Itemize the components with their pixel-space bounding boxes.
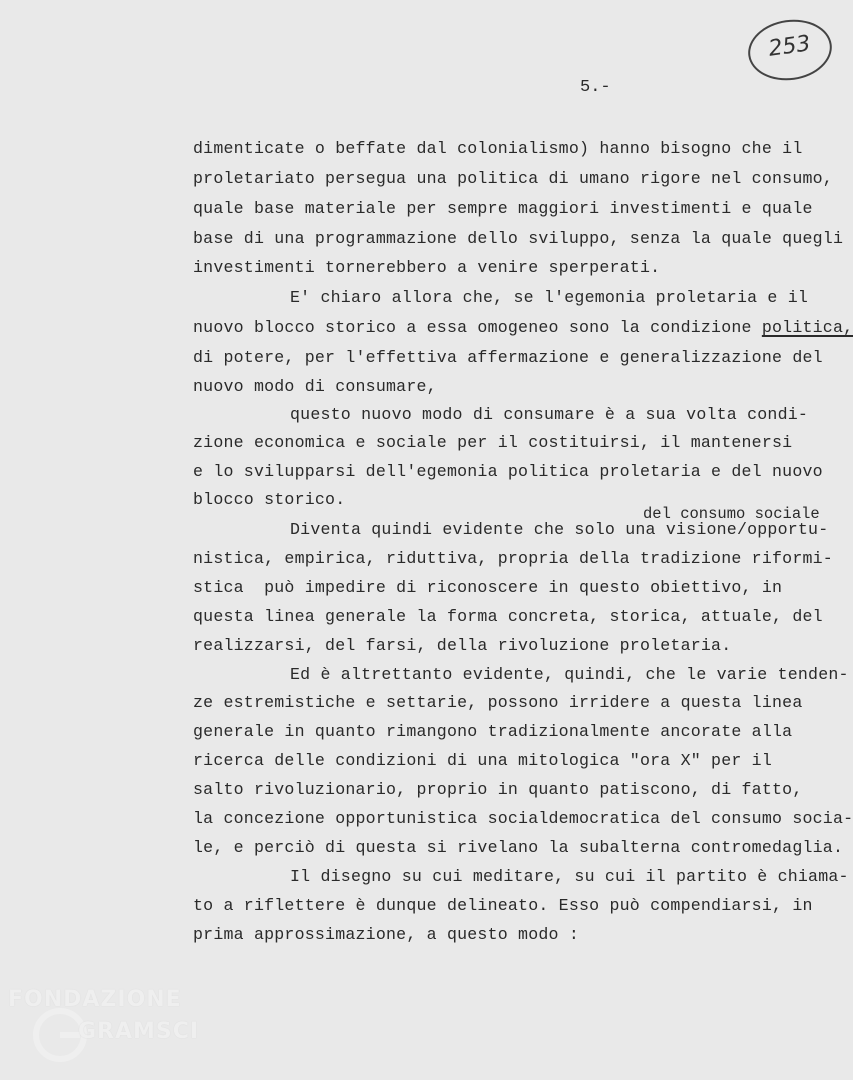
text-line: Diventa quindi evidente che solo una visione/opportu- [290, 520, 829, 539]
text-line: investimenti tornerebbero a venire sperperati. [193, 258, 661, 277]
text-line: prima approssimazione, a questo modo : [193, 925, 579, 944]
text-line: zione economica e sociale per il costituirsi, il mantenersi [193, 433, 793, 452]
handwritten-insertion: del consumo sociale [643, 505, 820, 523]
text-line: generale in quanto rimangono tradizionalmente ancorate alla [193, 722, 793, 741]
text-line: di potere, per l'effettiva affermazione e generalizzazione del [193, 348, 823, 367]
text-line: nistica, empirica, riduttiva, propria della tradizione riformi- [193, 549, 833, 568]
watermark-line1: FONDAZIONE [8, 987, 182, 1012]
text-line: Ed è altrettanto evidente, quindi, che le varie tenden- [290, 665, 849, 684]
text-line-with-underline [193, 318, 853, 337]
page-number: 5.- [580, 78, 611, 97]
text-line: proletariato persegua una politica di umano rigore nel consumo, [193, 169, 833, 188]
fondazione-gramsci-watermark [8, 985, 208, 1065]
text-line: questo nuovo modo di consumare è a sua volta condi- [290, 405, 809, 424]
text-line: ricerca delle condizioni di una mitologica "ora X" per il [193, 751, 772, 770]
archive-number: 253 [766, 31, 813, 62]
text-line: stica può impedire di riconoscere in questo obiettivo, in [193, 578, 783, 597]
archive-number-stamp [744, 14, 836, 85]
text-line: blocco storico. [193, 490, 346, 509]
text-line: E' chiaro allora che, se l'egemonia proletaria e il [290, 288, 809, 307]
text-line: ze estremistiche e settarie, possono irridere a questa linea [193, 693, 803, 712]
text-line: quale base materiale per sempre maggiori investimenti e quale [193, 199, 813, 218]
text-line-part: nuovo blocco storico a essa omogeneo sono la condizione [193, 318, 762, 337]
text-line: le, e perciò di questa si rivelano la subalterna contromedaglia. [193, 838, 844, 857]
text-line: Il disegno su cui meditare, su cui il partito è chiama- [290, 867, 849, 886]
text-line: to a riflettere è dunque delineato. Esso può compendiarsi, in [193, 896, 813, 915]
text-line: questa linea generale la forma concreta, storica, attuale, del [193, 607, 823, 626]
text-line: base di una programmazione dello sviluppo, senza la quale quegli [193, 229, 844, 248]
text-line: dimenticate o beffate dal colonialismo) hanno bisogno che il [193, 139, 803, 158]
text-line: la concezione opportunistica socialdemocratica del consumo socia- [193, 809, 853, 828]
text-line: e lo svilupparsi dell'egemonia politica proletaria e del nuovo [193, 462, 823, 481]
text-line: salto rivoluzionario, proprio in quanto patiscono, di fatto, [193, 780, 803, 799]
watermark-line2: GRAMSCI [78, 1019, 200, 1044]
underlined-word: politica, [761, 318, 853, 337]
text-line: realizzarsi, del farsi, della rivoluzione proletaria. [193, 636, 732, 655]
text-line: nuovo modo di consumare, [193, 377, 437, 396]
